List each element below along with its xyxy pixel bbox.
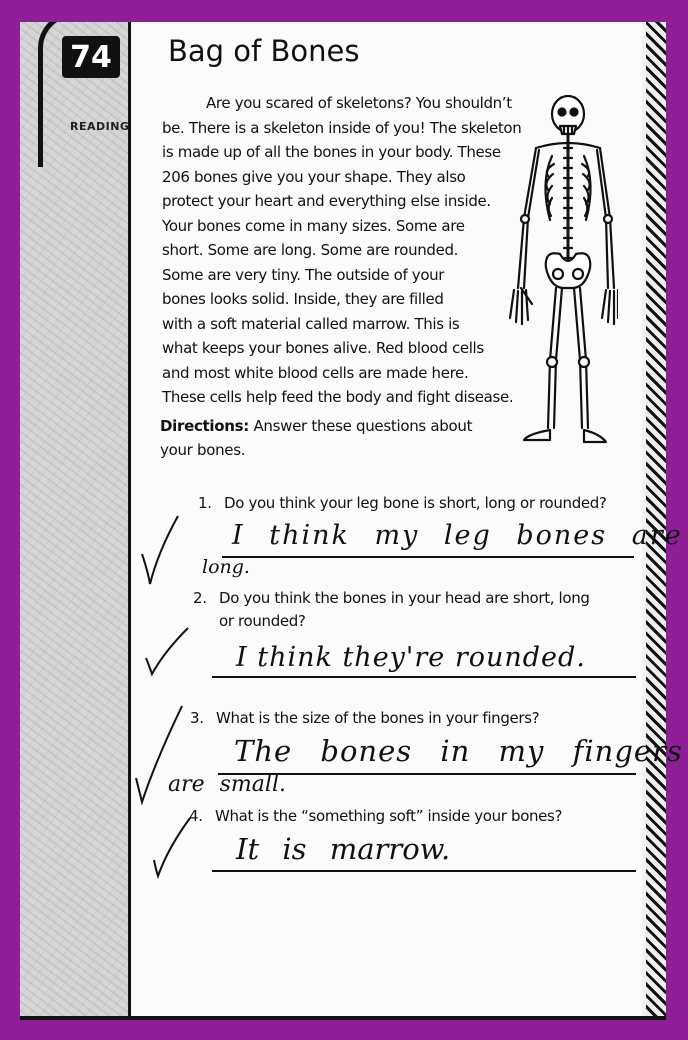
question-number: 2. bbox=[193, 589, 207, 607]
checkmark-icon bbox=[148, 814, 194, 880]
question-number: 1. bbox=[198, 494, 212, 512]
question-text: What is the “something soft” inside your bones? bbox=[215, 807, 563, 825]
handwritten-answer-3-cont: are small. bbox=[168, 772, 286, 797]
skeleton-illustration bbox=[488, 78, 618, 458]
handwritten-answer-2: I think they're rounded. bbox=[236, 642, 586, 673]
question-4 bbox=[189, 805, 562, 828]
passage-line: 206 bones give you your shape. They also bbox=[162, 167, 466, 186]
passage-line: and most white blood cells are made here. bbox=[162, 363, 469, 382]
passage-line: protect your heart and everything else inside. bbox=[162, 192, 491, 210]
question-text: Do you think your leg bone is short, long or rounded? bbox=[224, 494, 607, 512]
answer-line bbox=[222, 556, 634, 558]
reading-passage bbox=[162, 91, 532, 410]
answer-line bbox=[212, 676, 636, 678]
passage-line: what keeps your bones alive. Red blood cells bbox=[162, 339, 484, 357]
handwritten-answer-3: The bones in my fingers bbox=[234, 734, 683, 768]
handwritten-answer-4: It is marrow. bbox=[236, 832, 451, 866]
question-3 bbox=[190, 707, 539, 730]
passage-line: Some are very tiny. The outside of your bbox=[162, 265, 445, 284]
checkmark-icon bbox=[138, 512, 184, 588]
passage-line: bones looks solid. Inside, they are filled bbox=[162, 290, 444, 308]
answer-line bbox=[212, 870, 636, 872]
page-bottom-border bbox=[20, 1016, 666, 1020]
directions-text-2: your bones. bbox=[160, 441, 246, 459]
passage-line: These cells help feed the body and fight disease. bbox=[162, 388, 514, 406]
passage-line: with a soft material called marrow. This is bbox=[162, 314, 460, 333]
checkmark-icon bbox=[130, 702, 186, 806]
page-title: Bag of Bones bbox=[168, 34, 360, 68]
question-number: 4. bbox=[189, 807, 203, 825]
directions-label: Directions: bbox=[160, 417, 249, 435]
checkmark-icon bbox=[142, 624, 192, 680]
passage-line: Are you scared of skeletons? You shouldn’t bbox=[206, 94, 512, 112]
section-label: READING bbox=[70, 120, 130, 133]
handwritten-answer-1-cont: long. bbox=[202, 556, 250, 578]
question-number: 3. bbox=[190, 709, 204, 727]
passage-line: short. Some are long. Some are rounded. bbox=[162, 241, 459, 259]
directions-text: Answer these questions about bbox=[253, 417, 473, 435]
handwritten-answer-1: I think my leg bones are bbox=[232, 520, 683, 551]
page-side-tab bbox=[20, 22, 131, 1020]
question-text: Do you think the bones in your head are short, long bbox=[219, 589, 590, 607]
page-number: 74 bbox=[62, 36, 120, 78]
question-text-2: or rounded? bbox=[219, 612, 306, 630]
question-text: What is the size of the bones in your fingers? bbox=[216, 709, 540, 727]
question-1 bbox=[198, 492, 607, 515]
question-2 bbox=[193, 587, 590, 633]
passage-line: Your bones come in many sizes. Some are bbox=[162, 216, 465, 235]
passage-line: be. There is a skeleton inside of you! The skeleton bbox=[162, 118, 522, 137]
passage-line: is made up of all the bones in your body. These bbox=[162, 143, 501, 161]
directions bbox=[160, 414, 500, 462]
